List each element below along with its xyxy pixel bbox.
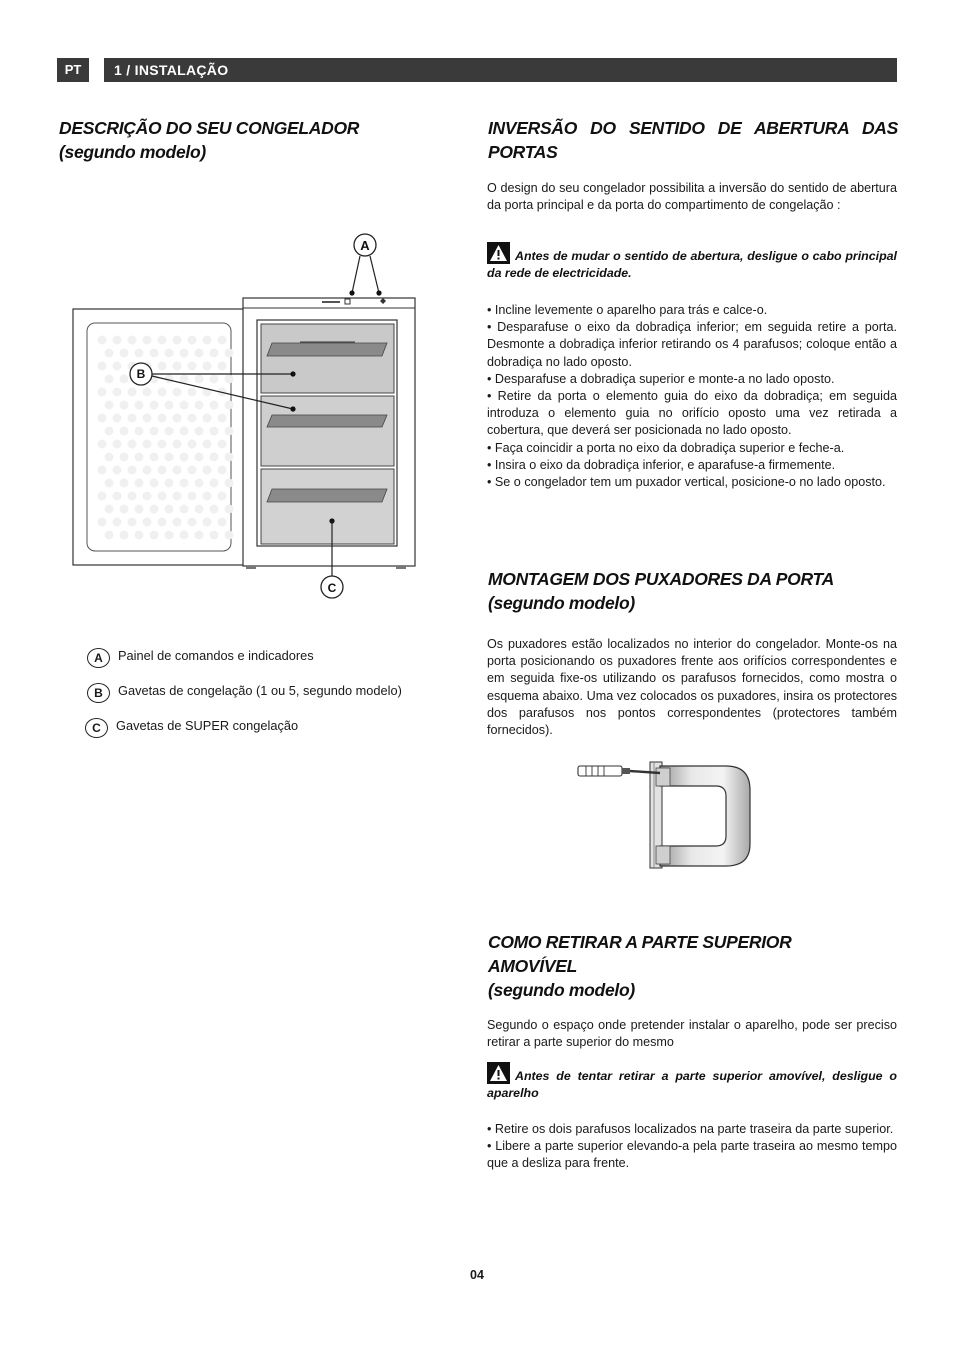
section1-step-2: • Desparafuse o eixo da dobradiça inferior; em seguida retire a porta. Desmonte a dobradiça inferior retirando os 4 parafusos; coloque então a dobradiça no lado oposto. [487,320,897,369]
section3-step-1: • Retire os dois parafusos localizados na parte traseira da parte superior. [487,1122,894,1136]
legend-text-b: Gavetas de congelação (1 ou 5, segundo modelo) [118,683,402,698]
section3-warning [487,1062,897,1102]
section1-heading [488,116,898,164]
freezer-diagram [70,230,430,605]
legend-text-a: Painel de comandos e indicadores [118,648,314,663]
section1-warning-text: Antes de mudar o sentido de abertura, desligue o cabo principal da rede de electricidade. [487,249,897,281]
handle-diagram [576,756,756,872]
warning-icon [487,1062,510,1084]
section1-step-4: • Retire da porta o elemento guia do eixo da dobradiça; em seguida introduza o elemento guia no orifício oposto uma vez retirada a cobertura, que deverá ser posicionada no lado oposto. [487,389,897,438]
drawer-3 [261,469,394,544]
section1-intro: O design do seu congelador possibilita a inversão do sentido de abertura da porta principal e da porta do compartimento de congelação : [487,181,897,213]
section1-step-1: • Incline levemente o aparelho para trás e calce-o. [487,303,768,317]
callout-a-label: A [360,238,370,253]
section3-steps [487,1121,897,1173]
callout-b-label: B [136,367,146,381]
section3-intro: Segundo o espaço onde pretender instalar o aparelho, pode ser preciso retirar a parte superior do mesmo [487,1018,897,1050]
page-number: 04 [470,1268,484,1282]
legend-item-b [87,683,402,703]
legend-letter-a: A [87,648,110,668]
left-heading-line-2: (segundo modelo) [59,142,206,162]
section2-heading-line-1: MONTAGEM DOS PUXADORES DA PORTA [488,569,834,589]
section3-step-2: • Libere a parte superior elevando-a pela parte traseira ao mesmo tempo que a desliza para frente. [487,1139,897,1171]
section3-heading [488,930,898,1002]
section2-heading-line-2: (segundo modelo) [488,593,635,613]
section-header: 1 / INSTALAÇÃO [104,58,897,82]
language-tag: PT [57,58,89,82]
freezer-door [73,309,245,565]
section1-step-6: • Insira o eixo da dobradiça inferior, e aparafuse-a firmemente. [487,457,836,472]
section3-heading-line-3: (segundo modelo) [488,980,635,1000]
left-heading-line-1: DESCRIÇÃO DO SEU CONGELADOR [59,118,360,138]
section1-steps [487,302,897,491]
section2-heading [488,567,898,615]
warning-icon [487,242,510,264]
legend-letter-b: B [87,683,110,703]
section3-heading-line-1: COMO RETIRAR A PARTE SUPERIOR [488,932,792,952]
legend-item-c [85,718,298,738]
left-heading [59,116,439,164]
section3-warning-text: Antes de tentar retirar a parte superior amovível, desligue o aparelho [487,1069,897,1101]
callout-a [349,234,381,296]
legend-item-a [87,648,314,668]
section1-step-3: • Desparafuse a dobradiça superior e monte-a no lado oposto. [487,371,835,386]
callout-c-label: C [327,581,337,595]
section2-body: Os puxadores estão localizados no interior do congelador. Monte-os na porta posicionando os puxadores frente aos orifícios correspondentes e em seguida fixe-os utilizando os parafusos fornecidos, como mostra o esquema abaixo. Uma vez colocados os puxadores, insira os protectores dos parafusos nos pontos correspondentes (protectores também fornecidos). [487,637,897,738]
section1-heading-line-1: INVERSÃO DO SENTIDO DE ABERTURA DAS [488,118,898,138]
section1-step-5: • Faça coincidir a porta no eixo da dobradiça superior e feche-a. [487,440,845,455]
section1-step-7: • Se o congelador tem um puxador vertical, posicione-o no lado oposto. [487,475,886,490]
legend-letter-c: C [85,718,108,738]
legend-text-c: Gavetas de SUPER congelação [116,718,299,733]
drawer-1 [261,324,394,393]
section1-warning [487,242,897,282]
section1-heading-line-2: PORTAS [488,142,558,162]
screwdriver-icon [578,766,660,776]
section3-heading-line-2: AMOVÍVEL [488,956,577,976]
